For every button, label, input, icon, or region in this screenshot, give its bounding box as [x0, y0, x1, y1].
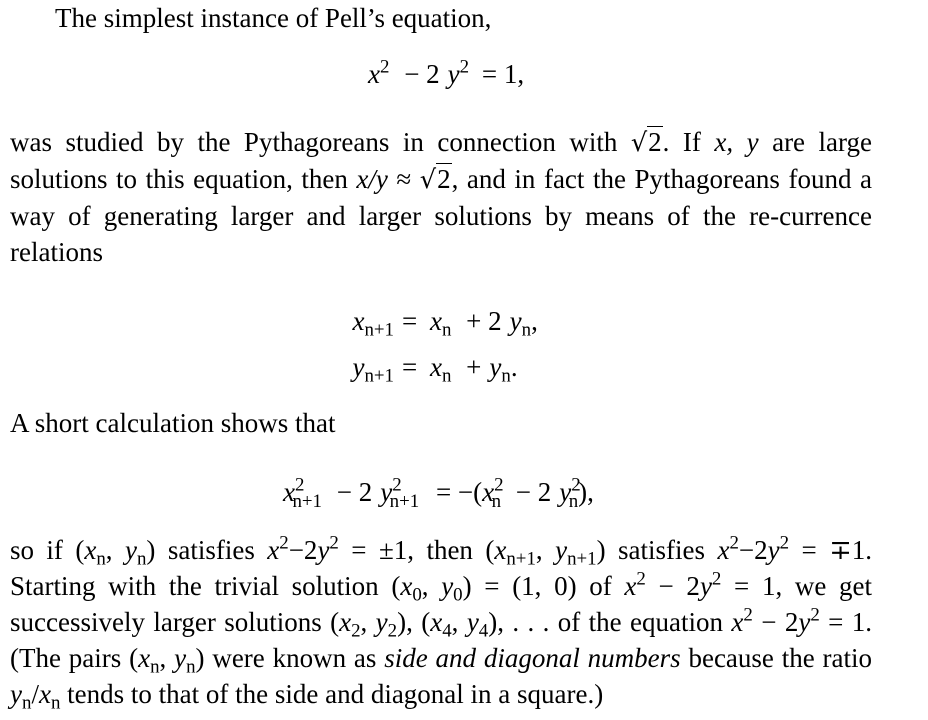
paragraph-side-diagonal: so if ($x_n$, $y_n$) satisfies $x^2-2y^2 = \pm 1$, then ($x_{n+1}$, $y_{n+1}$) satisfies $x^2-2y^2 = \mp 1$. Starting with the trivial solution ($x_0$, $y_0) = (1$, 0) of $x^2 - 2y^2 = 1$, we get successively larger solutions ($x_2$, $y_2$), ($x_4$, $y_4$), . . . of the equation $x^2 - 2y^2 = 1$. (The pairs ($x_n$, $y_n$) were known as side and diagonal numbers because the ratio $y_n/x_n$ tends to that of the side and diagonal in a square.): [10, 532, 873, 714]
pell-equation: $x^2 - 2$ $y^2 = 1$,: [368, 56, 525, 89]
short-calc-line: A short calculation shows that: [10, 408, 336, 438]
sqrt-two: √2: [630, 127, 662, 158]
norm-identity: $x^2_{n+1} - 2$ $y^2_{n+1} = -(x^2_n - 2$ $y^2_n$),: [283, 474, 594, 512]
paragraph-pythagoreans: was studied by the Pythagoreans in connection with √2. If x, y are large solutions to this equation, then x/y ≈ √2, and in fact the Pythagoreans found a way of generating larger and larger solutions by means of the re-currence relations: [10, 127, 873, 267]
recurrence-row-y: $y_{n+1}$ = $x_n + y_n$.: [352, 352, 518, 387]
recurrence-row-x: $x_{n+1}$ = $x_n + 2$ $y_n$,: [352, 306, 538, 341]
sqrt-two-2: √2: [419, 164, 451, 195]
intro-line: The simplest instance of Pell’s equation,: [55, 3, 492, 33]
